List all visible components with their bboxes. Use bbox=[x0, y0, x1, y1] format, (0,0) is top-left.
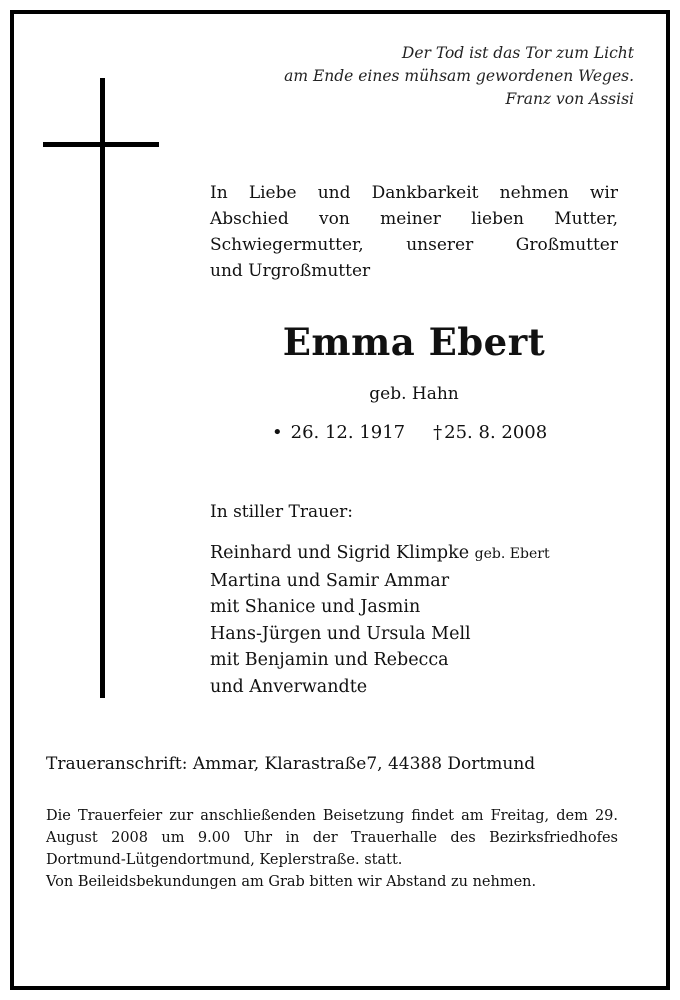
death-date: 25. 8. 2008 bbox=[444, 422, 548, 443]
epigraph-quote bbox=[284, 42, 634, 111]
birth-symbol: • bbox=[272, 422, 283, 443]
intro-line-3: Schwiegermutter, unserer Großmutter bbox=[210, 235, 618, 255]
mourner-note: geb. Ebert bbox=[474, 546, 550, 562]
maiden-name: geb. Hahn bbox=[369, 384, 459, 404]
intro-line-1: In Liebe und Dankbarkeit nehmen wir bbox=[210, 183, 618, 203]
mourning-address: Traueranschrift: Ammar, Klarastraße7, 44388 Dortmund bbox=[46, 754, 536, 774]
list-item: mit Shanice und Jasmin bbox=[210, 597, 421, 617]
mourner-name: Reinhard und Sigrid Klimpke bbox=[210, 543, 470, 563]
death-cross-icon: † bbox=[433, 422, 443, 443]
birth-date: 26. 12. 1917 bbox=[290, 422, 406, 443]
deceased-name: Emma Ebert bbox=[282, 320, 546, 364]
condolence-note: Von Beileidsbekundungen am Grab bitten wir Abstand zu nehmen. bbox=[46, 874, 537, 890]
quote-line-2: am Ende eines mühsam gewordenen Weges. bbox=[284, 67, 634, 85]
life-dates bbox=[272, 422, 547, 443]
list-item: und Anverwandte bbox=[210, 676, 368, 697]
list-item: mit Benjamin und Rebecca bbox=[210, 650, 449, 670]
service-paragraph: Die Trauerfeier zur anschließenden Beisetzung findet am Freitag, dem 29. August 2008 um 9.00 Uhr in der Trauerhalle des Bezirksfriedhofes Dortmund-Lütgendortmund, Keplerstraße. statt. bbox=[46, 808, 618, 868]
intro-line-4: und Urgroßmutter bbox=[210, 261, 371, 281]
list-item: Hans-Jürgen und Ursula Mell bbox=[210, 623, 471, 644]
intro-line-2: Abschied von meiner lieben Mutter, bbox=[210, 209, 618, 229]
quote-line-1: Der Tod ist das Tor zum Licht bbox=[401, 44, 634, 62]
cross-icon-bar bbox=[43, 142, 159, 147]
quote-author: Franz von Assisi bbox=[505, 90, 634, 108]
service-info bbox=[46, 805, 618, 893]
list-item: Martina und Samir Ammar bbox=[210, 570, 450, 591]
mourners-heading: In stiller Trauer: bbox=[210, 502, 353, 522]
cross-icon bbox=[100, 78, 105, 698]
intro-text bbox=[210, 180, 618, 284]
list-item bbox=[210, 540, 550, 568]
mourners-list bbox=[210, 540, 550, 700]
